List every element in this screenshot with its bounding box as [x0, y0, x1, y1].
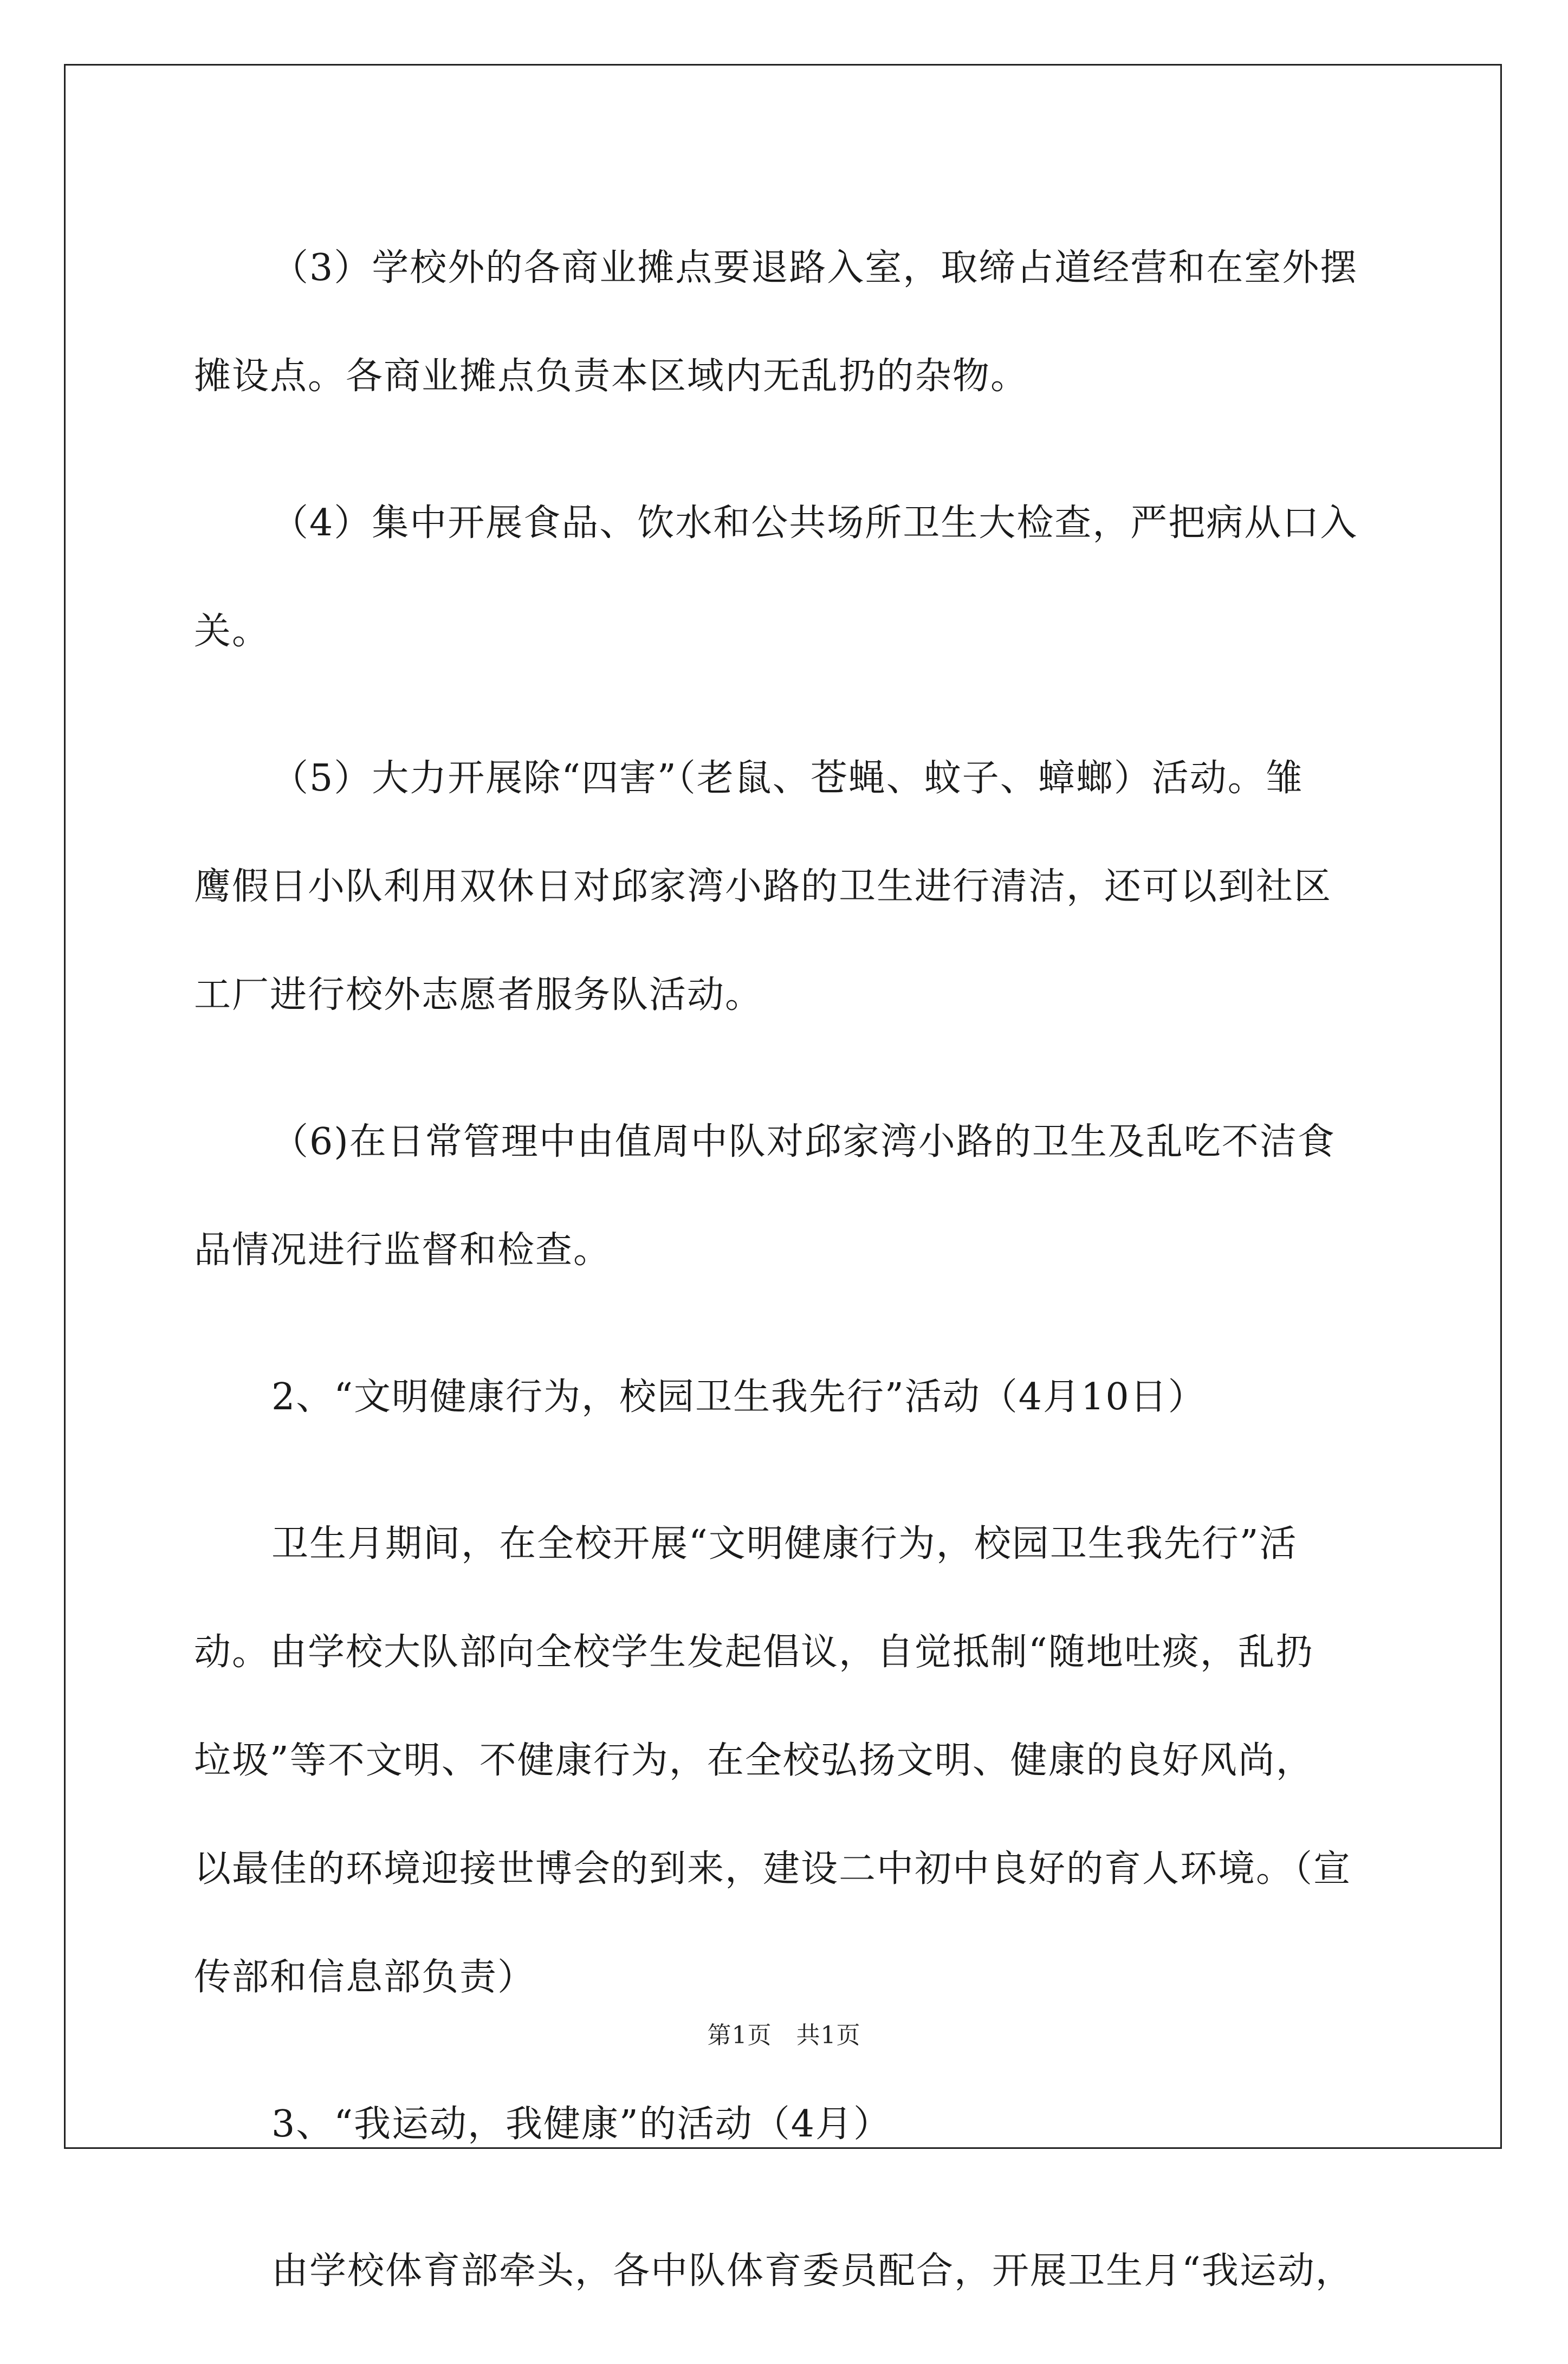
heading-text: 2、“文明健康行为，校园卫生我先行”活动（4月10日） — [271, 1376, 1206, 1419]
section-heading-3 — [194, 2070, 1375, 2179]
paragraph-hygiene-month — [194, 1490, 1375, 2032]
text-line: 鹰假日小队利用双休日对邱家湾小路的卫生进行清洁，还可以到社区 — [194, 865, 1332, 908]
text-line: 动。由学校大队部向全校学生发起倡议，自觉抵制“随地吐痰，乱扔 — [194, 1631, 1314, 1674]
text-line: 关。 — [194, 610, 270, 653]
text-line: （3）学校外的各商业摊点要退路入室，取缔占道经营和在室外摆 — [271, 247, 1358, 289]
page-footer: 第1页 共1页 — [707, 2022, 861, 2049]
paragraph-item-3 — [194, 214, 1375, 431]
text-line: （6)在日常管理中由值周中队对邱家湾小路的卫生及乱吃不洁食 — [271, 1121, 1336, 1163]
text-line: （4）集中开展食品、饮水和公共场所卫生大检查，严把病从口入 — [271, 502, 1358, 545]
paragraph-item-6 — [194, 1088, 1375, 1305]
text-line: 以最佳的环境迎接世博会的到来，建设二中初中良好的育人环境。（宣 — [194, 1848, 1352, 1890]
text-line: 品情况进行监督和检查。 — [194, 1229, 612, 1272]
text-line: 卫生月期间，在全校开展“文明健康行为，校园卫生我先行”活 — [271, 1523, 1298, 1565]
paragraph-item-4 — [194, 469, 1375, 686]
text-line: 垃圾”等不文明、不健康行为，在全校弘扬文明、健康的良好风尚， — [194, 1739, 1314, 1782]
section-heading-2 — [194, 1343, 1375, 1452]
text-line: 传部和信息部负责） — [194, 1956, 536, 1999]
text-line: 工厂进行校外志愿者服务队活动。 — [194, 974, 763, 1016]
text-line: （5）大力开展除“四害”（老鼠、苍蝇、蚊子、蟑螂）活动。雏 — [271, 757, 1304, 800]
paragraph-item-5 — [194, 724, 1375, 1050]
heading-text: 3、“我运动，我健康”的活动（4月） — [271, 2103, 892, 2146]
text-line: 由学校体育部牵头，各中队体育委员配合，开展卫生月“我运动， — [271, 2250, 1353, 2292]
text-line: 摊设点。各商业摊点负责本区域内无乱扔的杂物。 — [194, 355, 1029, 398]
paragraph-sports — [194, 2217, 1375, 2326]
